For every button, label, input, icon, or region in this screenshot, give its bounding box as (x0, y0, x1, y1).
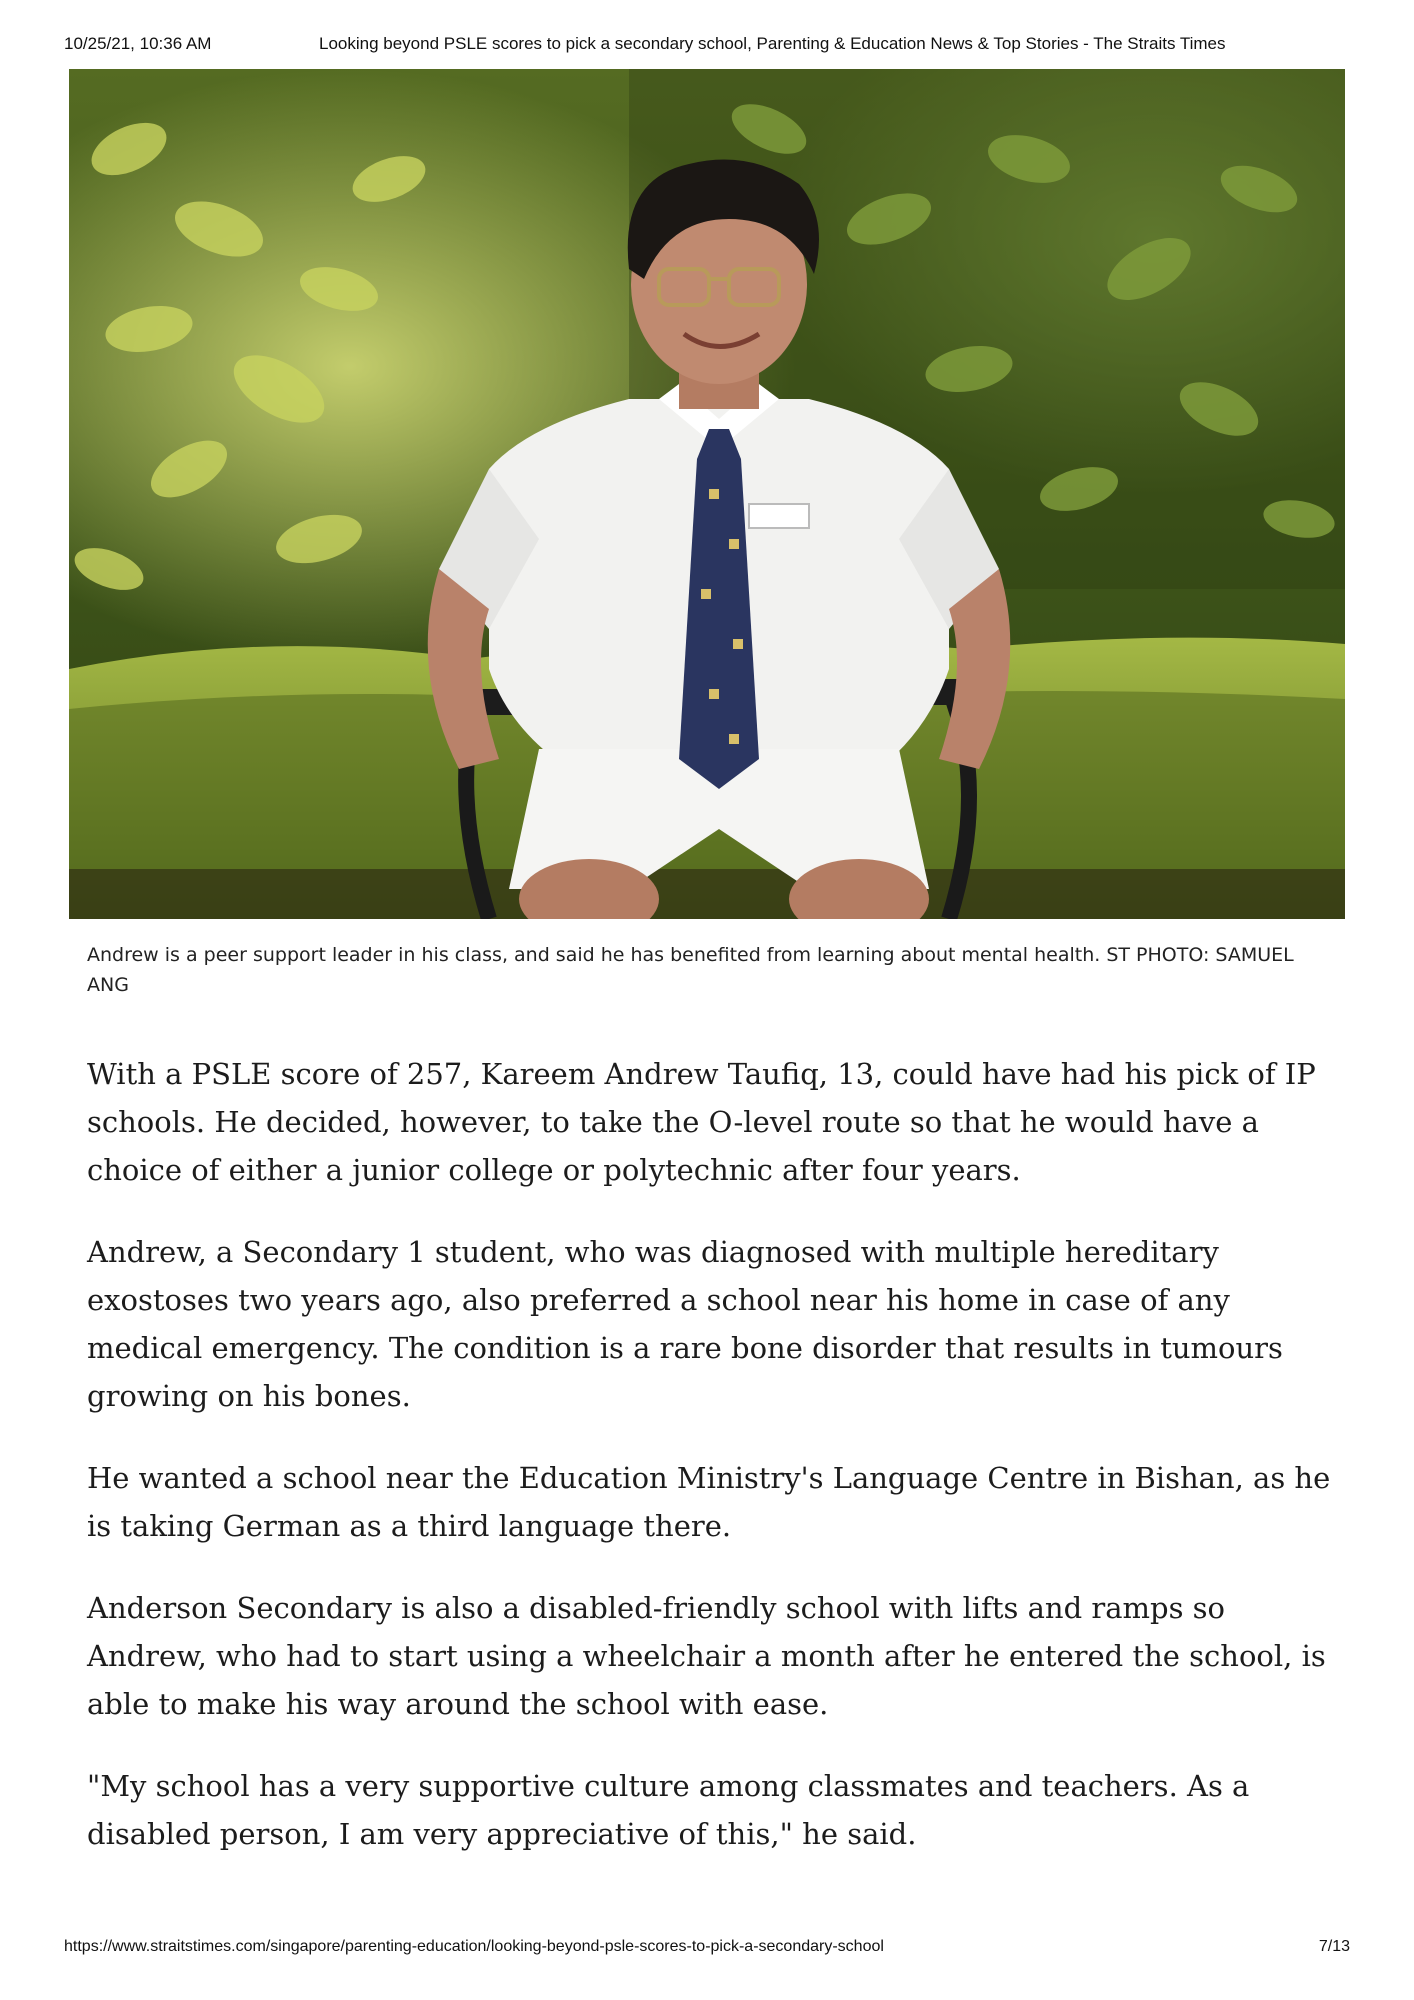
article-paragraph: Anderson Secondary is also a disabled-friendly school with lifts and ramps so Andrew, who had to start using a wheelchair a month after he entered the school, is able to make his way around the school with ease. (87, 1591, 1326, 1721)
print-date: 10/25/21, 10:36 AM (64, 34, 212, 53)
photo-caption: Andrew is a peer support leader in his class, and said he has benefited from learning about mental health. ST PHOTO: SAMUEL ANG (87, 944, 1294, 996)
article-body (87, 1050, 1337, 1892)
article-paragraph: He wanted a school near the Education Ministry's Language Centre in Bishan, as he is taking German as a third language there. (87, 1461, 1331, 1543)
article-paragraph: Andrew, a Secondary 1 student, who was diagnosed with multiple hereditary exostoses two years ago, also preferred a school near his home in case of any medical emergency. The condition is a rare bone disorder that results in tumours growing on his bones. (87, 1235, 1283, 1413)
article-paragraph: With a PSLE score of 257, Kareem Andrew Taufiq, 13, could have had his pick of IP schools. He decided, however, to take the O-level route so that he would have a choice of either a junior college or polytechnic after four years. (87, 1057, 1316, 1187)
article-photo (69, 69, 1345, 919)
print-footer (64, 1938, 1350, 1960)
page-number: 7/13 (1318, 1938, 1350, 1955)
article-paragraph: "My school has a very supportive culture among classmates and teachers. As a disabled person, I am very appreciative of this," he said. (87, 1769, 1250, 1851)
print-header (64, 34, 1340, 56)
photo-student-in-wheelchair (69, 69, 1345, 919)
print-url: https://www.straitstimes.com/singapore/parenting-education/looking-beyond-psle-scores-to-pick-a-secondary-school (64, 1938, 884, 1955)
print-page-title: Looking beyond PSLE scores to pick a secondary school, Parenting & Education News & Top Stories - The Straits Times (319, 34, 1226, 53)
